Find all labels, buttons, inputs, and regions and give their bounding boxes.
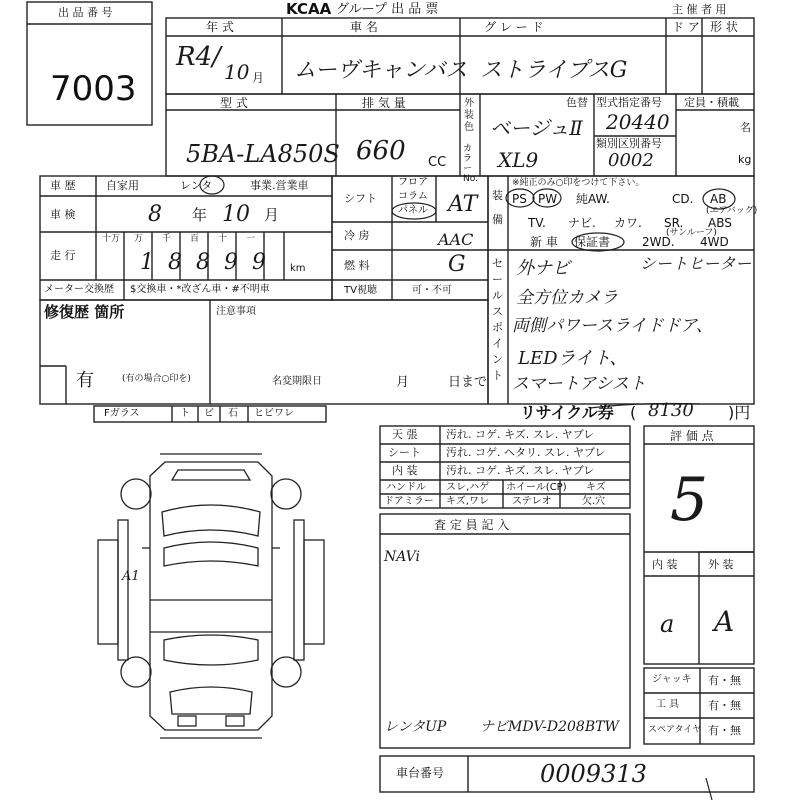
displacement-unit: CC — [428, 155, 447, 170]
mileage-digit-1: 1 — [140, 250, 154, 275]
inspector-notes: NAVi — [384, 549, 421, 565]
wheel-label: ホイール(CP) — [506, 482, 567, 493]
glass-bi: ビ — [204, 408, 214, 419]
history-label: 車 歴 — [50, 179, 76, 192]
recycle-unit: )円 — [728, 403, 751, 422]
month-value: 10 — [224, 60, 250, 84]
tool-jack-value: 有・無 — [708, 674, 741, 687]
overall-score: 5 — [670, 465, 709, 535]
inspection-year-unit: 年 — [192, 206, 208, 224]
shift-label: シフト — [344, 192, 377, 205]
lot-label: 出 品 番 号 — [58, 6, 113, 19]
recycle-label: リサイクル券 — [520, 403, 614, 422]
fuel-value: G — [448, 252, 466, 277]
category-value: 0002 — [608, 150, 654, 171]
mirror-label: ドアミラー — [384, 496, 434, 507]
color-code: XL9 — [498, 148, 539, 172]
sales-point-6: スマートアシスト — [512, 374, 646, 394]
mileage-unit-100k: 十万 — [102, 234, 121, 244]
grade-value: ストライプスG — [480, 58, 628, 83]
exterior-grade: A — [714, 605, 735, 638]
interior-ceiling-value: 汚れ. コゲ. キズ. スレ. ヤブレ — [446, 428, 595, 441]
equip-airbag: AB — [710, 192, 727, 206]
sales-point-5: LEDライト、 — [518, 348, 628, 369]
mileage-unit-100: 百 — [190, 234, 200, 244]
repair-label: 修復歴 箇所 — [44, 303, 125, 321]
equip-pw: PW — [538, 192, 558, 206]
history-option-rental: レンタ — [180, 179, 213, 192]
mileage-unit: km — [290, 263, 306, 274]
year-value: R4/ — [176, 42, 221, 72]
nav-model: ナビMDV-D208BTW — [480, 719, 619, 735]
stereo-value: 欠.穴 — [582, 496, 606, 507]
glass-stone: 石 — [228, 408, 238, 419]
repair-value-note: (有の場合○印を) — [122, 374, 191, 384]
interior-seat-value: 汚れ. コゲ. ヘタリ. スレ. ヤブレ — [446, 446, 606, 459]
notes-label: 注意事項 — [216, 306, 256, 317]
equip-navi: ナビ. — [568, 216, 596, 230]
equip-sunroof: SR. — [664, 216, 684, 230]
equip-warranty: 保証書 — [574, 235, 611, 249]
mileage-unit-1: 一 — [246, 234, 256, 244]
mileage-unit-10: 十 — [218, 234, 228, 244]
deadline-label: 名変期限日 — [272, 376, 322, 387]
sales-point-3: 全方位カメラ — [516, 288, 618, 308]
tool-jack-label: ジャッキ — [652, 674, 692, 685]
history-option-private: 自家用 — [106, 179, 139, 192]
deadline-month-unit: 月 — [396, 375, 410, 390]
car-diagram — [98, 454, 324, 738]
mileage-unit-10k: 万 — [134, 234, 144, 244]
mileage-digit-3: 8 — [196, 250, 210, 275]
equip-cd: CD. — [672, 192, 694, 206]
wheel-value: キズ — [586, 482, 606, 493]
load-unit: kg — [738, 153, 752, 166]
equipment-note: ※純正のみ○印をつけて下さい。 — [512, 178, 645, 188]
equip-tv: TV. — [528, 216, 546, 230]
mileage-digit-5: 9 — [252, 250, 266, 275]
lot-number: 7003 — [50, 69, 137, 109]
name-label: 車 名 — [350, 20, 378, 34]
glass-front: Fガラス — [104, 408, 140, 419]
history-option-commercial: 事業.営業車 — [250, 179, 309, 192]
glass-crack: ヒビワレ — [254, 408, 294, 419]
shift-option-panel: パネル — [398, 205, 428, 216]
mileage-digit-4: 9 — [224, 250, 238, 275]
tv-value: 可・不可 — [412, 285, 452, 296]
grade-label: グ レ ー ド — [484, 20, 544, 34]
equip-airbag-note: (エアバッグ) — [706, 206, 758, 216]
sales-point-1: 外ナビ — [516, 258, 570, 279]
equip-sunroof-note: (サンルーフ) — [666, 228, 717, 238]
tv-label: TV視聴 — [344, 285, 377, 296]
interior-grade: a — [660, 610, 675, 638]
inspector-label: 査 定 員 記 入 — [434, 518, 510, 532]
interior-ceiling-label: 天 張 — [392, 428, 418, 441]
displacement-label: 排 気 量 — [362, 96, 406, 110]
stereo-label: ステレオ — [512, 496, 552, 507]
interior-seat-label: シート — [388, 446, 421, 459]
model-code: 5BA-LA850S — [186, 140, 340, 168]
equip-4wd: 4WD — [700, 235, 729, 249]
fuel-label: 燃 料 — [344, 259, 370, 272]
inspection-month: 10 — [222, 202, 250, 227]
year-label: 年 式 — [206, 20, 234, 34]
model-label: 型 式 — [220, 96, 248, 110]
interior-trim-label: 内 装 — [392, 464, 418, 477]
tool-spare-value: 有・無 — [708, 724, 741, 737]
meter-options: $交換車・*改ざん車・#不明車 — [130, 284, 270, 295]
tool-tools-label: 工 具 — [656, 699, 680, 710]
sales-points-label: セールスポイント — [492, 257, 503, 382]
equip-new-car: 新 車 — [530, 235, 558, 249]
capacity-unit: 名 — [740, 121, 751, 134]
ac-label: 冷 房 — [344, 229, 370, 242]
shift-option-floor: フロア — [398, 177, 428, 188]
recycle-open: ( — [630, 403, 637, 422]
sales-point-2: シートヒーター — [640, 254, 752, 273]
interior-trim-value: 汚れ. コゲ. キズ. スレ. ヤブレ — [446, 464, 595, 477]
glass-to: ト — [180, 408, 190, 419]
interior-grade-label: 内 装 — [652, 558, 678, 571]
tool-spare-label: スペアタイヤ — [648, 725, 702, 735]
shape-label: 形 状 — [710, 20, 738, 34]
deadline-day-unit: 日まで — [448, 375, 488, 390]
sheet-title: グループ 出 品 票 — [336, 2, 439, 17]
capacity-label: 定員・積載 — [684, 96, 739, 109]
type-designation: 20440 — [606, 110, 670, 134]
door-label: ド ア — [672, 20, 700, 34]
inspector-bottom-note: レンタUP — [384, 719, 447, 735]
chassis-number: 0009313 — [540, 760, 647, 788]
tool-tools-value: 有・無 — [708, 699, 741, 712]
month-unit: 月 — [252, 71, 265, 85]
shift-option-column: コラム — [398, 191, 428, 202]
equip-ps: PS — [512, 192, 527, 206]
sales-point-4: 両側パワースライドドア、 — [512, 316, 713, 336]
exterior-grade-label: 外 装 — [708, 558, 734, 571]
equip-2wd: 2WD. — [642, 235, 675, 249]
color-no-label: カラーNo. — [463, 144, 478, 184]
equip-abs: ABS — [708, 216, 732, 230]
type-designation-label: 型式指定番号 — [596, 96, 662, 109]
equip-alloy: 純AW. — [576, 192, 610, 206]
inspection-month-unit: 月 — [264, 206, 280, 224]
meter-label: メーター交換歴 — [44, 284, 114, 295]
equipment-label: 装備 — [492, 189, 503, 226]
shift-value: AT — [448, 192, 478, 217]
inspection-year: 8 — [148, 202, 162, 227]
mileage-unit-1k: 千 — [162, 234, 172, 244]
color-name: ベージュⅡ — [490, 116, 583, 140]
ac-value: AAC — [438, 230, 474, 249]
color-label: 色替 — [566, 96, 588, 109]
equip-leather: カワ. — [614, 216, 642, 230]
damage-mark-a1: A1 — [122, 569, 140, 584]
chassis-label: 車台番号 — [396, 766, 445, 780]
mirror-value: キズ,ワレ — [446, 496, 489, 507]
handle-value: スレ,ハゲ — [446, 482, 490, 493]
repair-value: 有 — [76, 370, 94, 391]
mileage-digit-2: 8 — [168, 250, 182, 275]
grade-label: 評 価 点 — [670, 429, 714, 443]
color-side-label: 外装色 — [464, 98, 474, 133]
inspection-label: 車 検 — [50, 208, 76, 221]
recycle-value: 8130 — [648, 400, 694, 421]
displacement-value: 660 — [356, 136, 406, 166]
brand: KCAA — [286, 0, 332, 18]
mileage-label: 走 行 — [50, 249, 76, 262]
handle-label: ハンドル — [386, 482, 426, 493]
category-label: 類別区別番号 — [596, 137, 662, 150]
organizer-label: 主 催 者 用 — [672, 3, 727, 16]
car-name: ムーヴキャンバス — [294, 58, 468, 83]
